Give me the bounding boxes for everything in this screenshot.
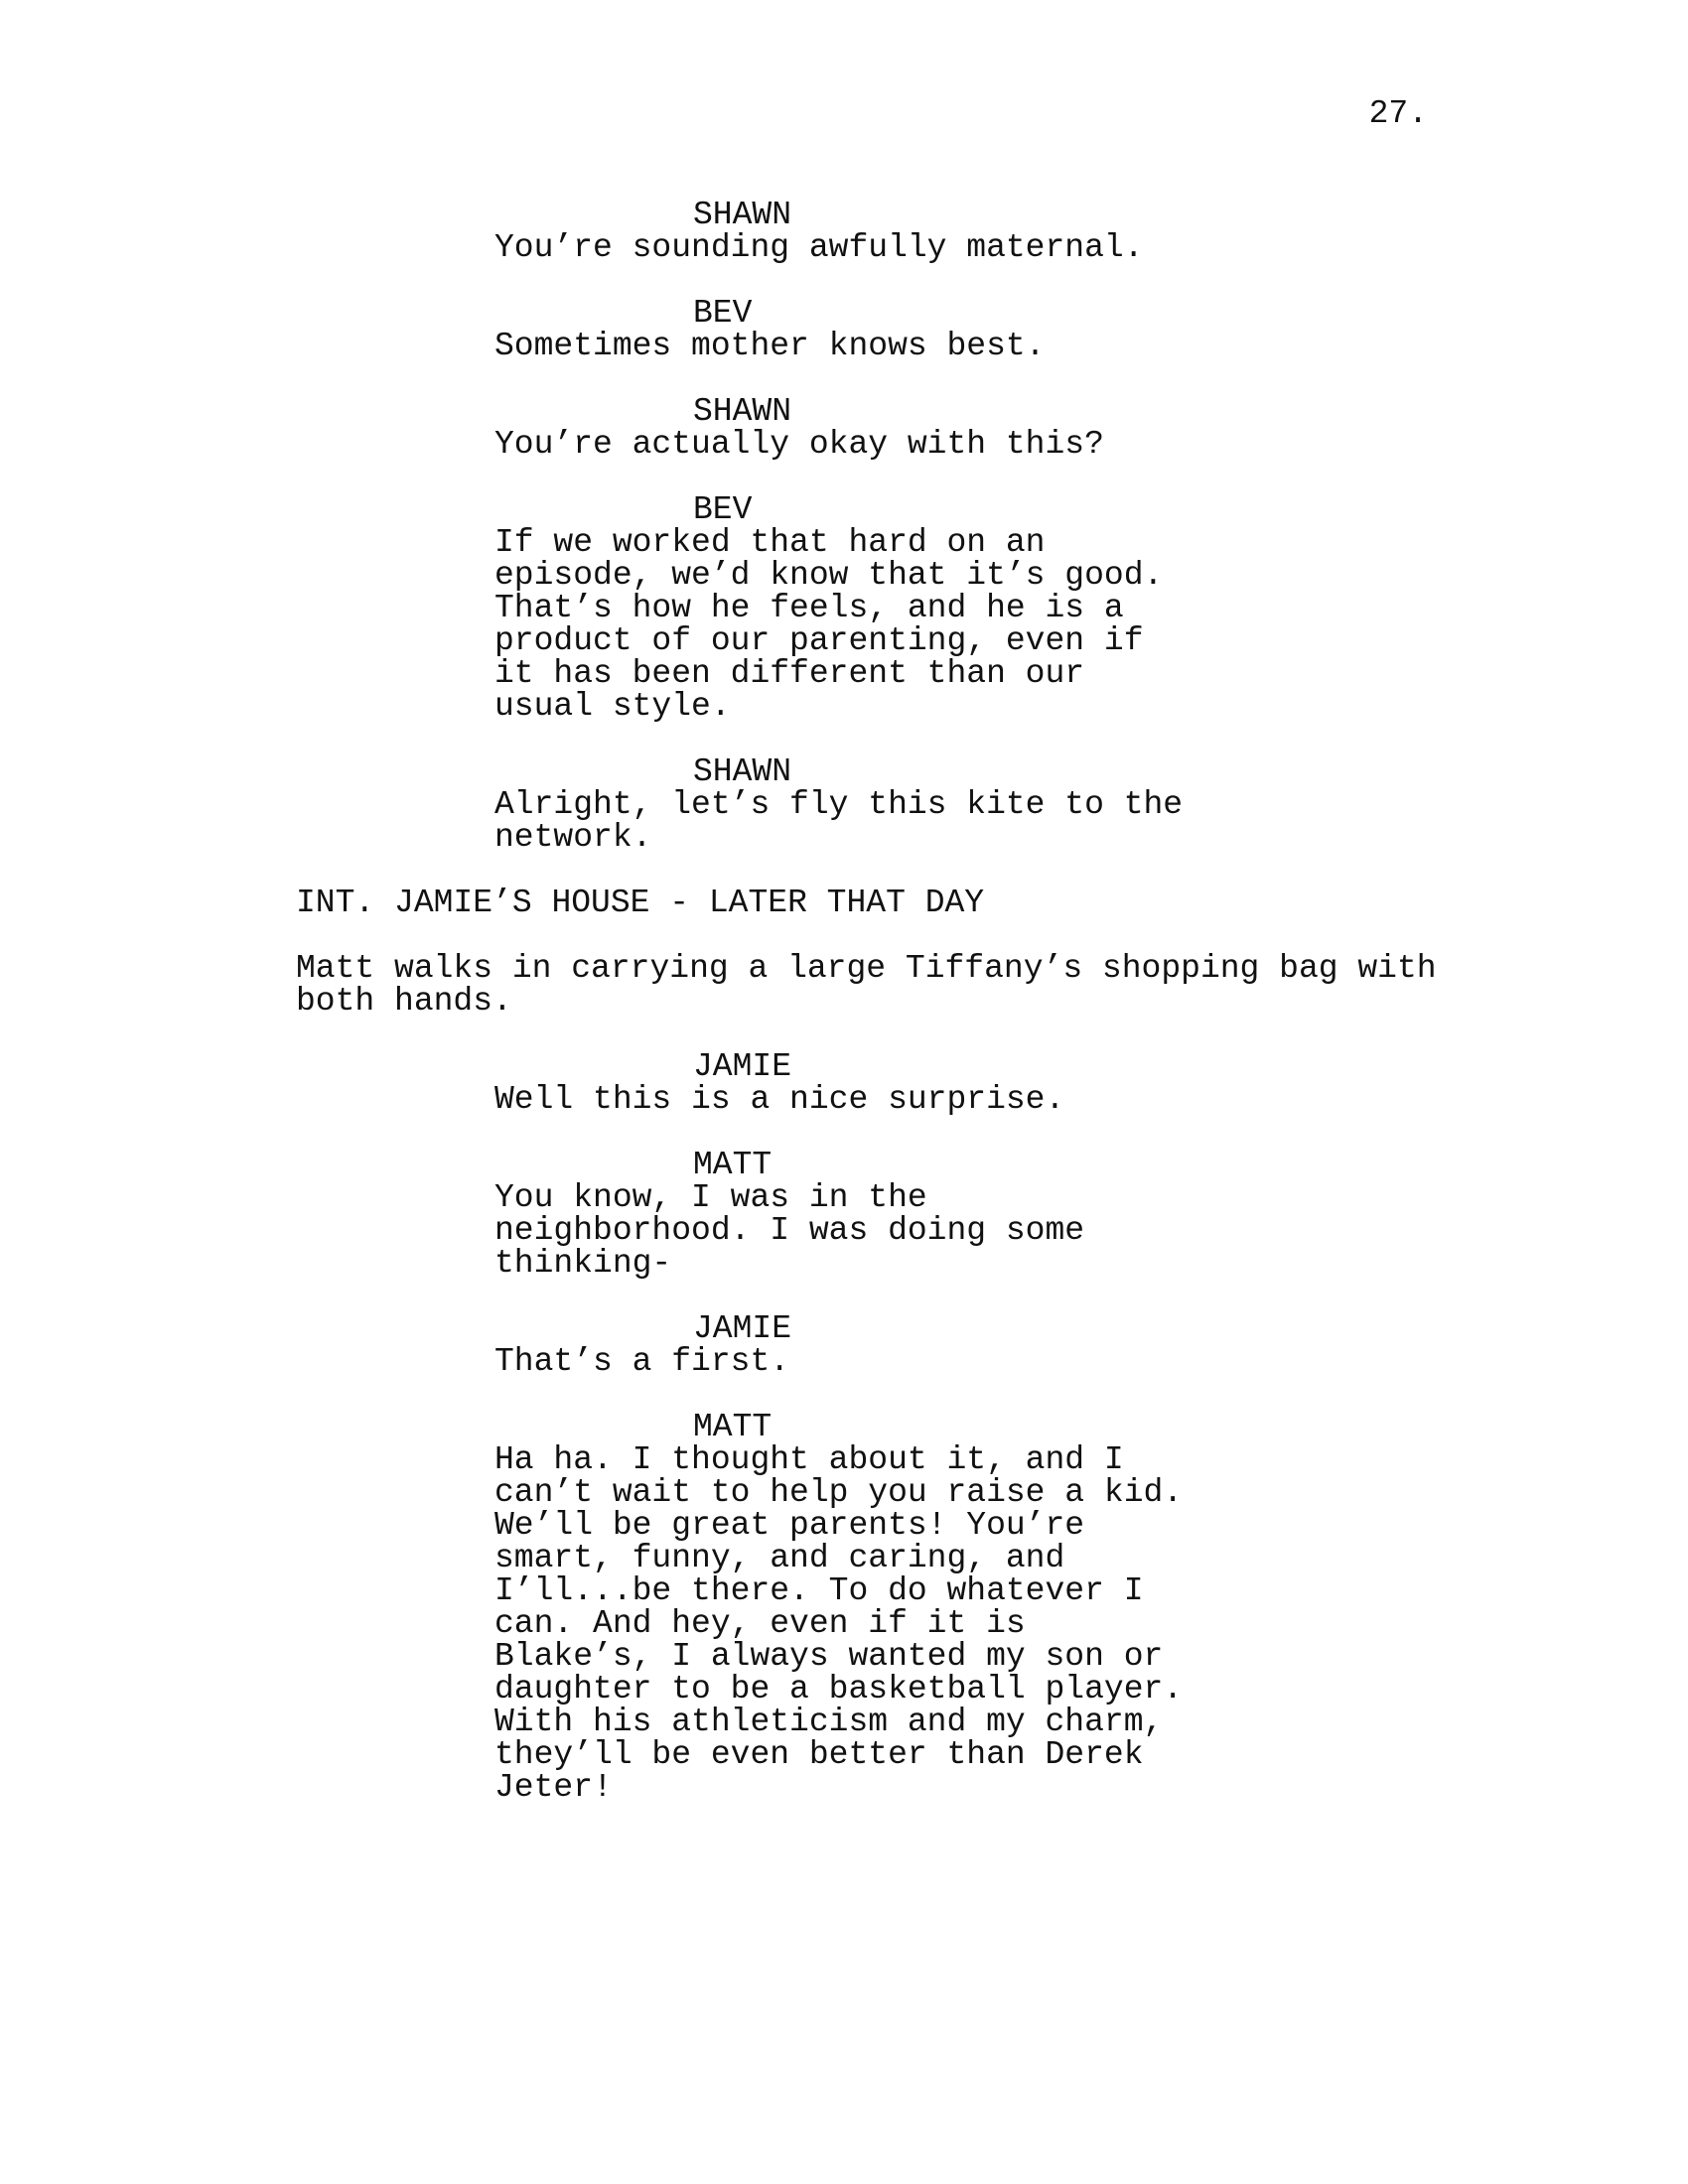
dialogue-line: We’ll be great parents! You’re bbox=[494, 1507, 1085, 1544]
dialogue-line: Blake’s, I always wanted my son or bbox=[494, 1638, 1164, 1675]
character-name: BEV bbox=[693, 491, 753, 528]
dialogue-section-2 bbox=[296, 1050, 1448, 1804]
character-name: MATT bbox=[693, 1147, 773, 1183]
dialogue-line: smart, funny, and caring, and bbox=[494, 1540, 1065, 1576]
character-name: MATT bbox=[693, 1409, 773, 1445]
dialogue-line: I’ll...be there. To do whatever I bbox=[494, 1572, 1144, 1609]
dialogue-block bbox=[296, 1411, 1448, 1804]
dialogue-line: neighborhood. I was doing some bbox=[494, 1212, 1085, 1249]
dialogue-section-1 bbox=[296, 199, 1448, 854]
dialogue-line: You’re sounding awfully maternal. bbox=[494, 229, 1144, 266]
dialogue-line: episode, we’d know that it’s good. bbox=[494, 557, 1164, 594]
action-line: Matt walks in carrying a large Tiffany’s shopping bag with bbox=[296, 950, 1437, 987]
page-number: 27. bbox=[1368, 95, 1428, 132]
dialogue-line: daughter to be a basketball player. bbox=[494, 1671, 1184, 1707]
dialogue-line: they’ll be even better than Derek bbox=[494, 1736, 1144, 1773]
dialogue-block bbox=[296, 395, 1448, 461]
dialogue-line: You’re actually okay with this? bbox=[494, 426, 1104, 463]
dialogue-line: can’t wait to help you raise a kid. bbox=[494, 1474, 1184, 1511]
dialogue-line: can. And hey, even if it is bbox=[494, 1605, 1026, 1642]
character-name: JAMIE bbox=[693, 1310, 792, 1347]
dialogue-line: With his athleticism and my charm, bbox=[494, 1704, 1164, 1740]
dialogue-line: That’s how he feels, and he is a bbox=[494, 590, 1124, 626]
dialogue-block bbox=[296, 1149, 1448, 1280]
dialogue-line: it has been different than our bbox=[494, 655, 1085, 692]
dialogue-block bbox=[296, 493, 1448, 723]
character-name: BEV bbox=[693, 295, 753, 332]
dialogue-block bbox=[296, 1050, 1448, 1116]
scene-heading: INT. JAMIE’S HOUSE - LATER THAT DAY bbox=[296, 885, 985, 921]
character-name: SHAWN bbox=[693, 197, 792, 233]
dialogue-line: usual style. bbox=[494, 688, 731, 725]
dialogue-block bbox=[296, 297, 1448, 362]
dialogue-block bbox=[296, 755, 1448, 854]
script-content bbox=[296, 199, 1448, 1837]
dialogue-line: Sometimes mother knows best. bbox=[494, 328, 1046, 364]
dialogue-block bbox=[296, 1312, 1448, 1378]
dialogue-line: Ha ha. I thought about it, and I bbox=[494, 1441, 1124, 1478]
dialogue-line: That’s a first. bbox=[494, 1343, 790, 1380]
action-block bbox=[296, 952, 1448, 1018]
dialogue-line: thinking- bbox=[494, 1245, 672, 1282]
dialogue-line: Jeter! bbox=[494, 1769, 613, 1806]
character-name: SHAWN bbox=[693, 393, 792, 430]
dialogue-line: If we worked that hard on an bbox=[494, 524, 1046, 561]
dialogue-line: Alright, let’s fly this kite to the bbox=[494, 786, 1184, 823]
character-name: SHAWN bbox=[693, 753, 792, 790]
action-line: both hands. bbox=[296, 983, 512, 1020]
dialogue-line: Well this is a nice surprise. bbox=[494, 1081, 1065, 1118]
dialogue-line: network. bbox=[494, 819, 652, 856]
dialogue-block bbox=[296, 199, 1448, 264]
character-name: JAMIE bbox=[693, 1048, 792, 1085]
dialogue-line: You know, I was in the bbox=[494, 1179, 927, 1216]
dialogue-line: product of our parenting, even if bbox=[494, 622, 1144, 659]
